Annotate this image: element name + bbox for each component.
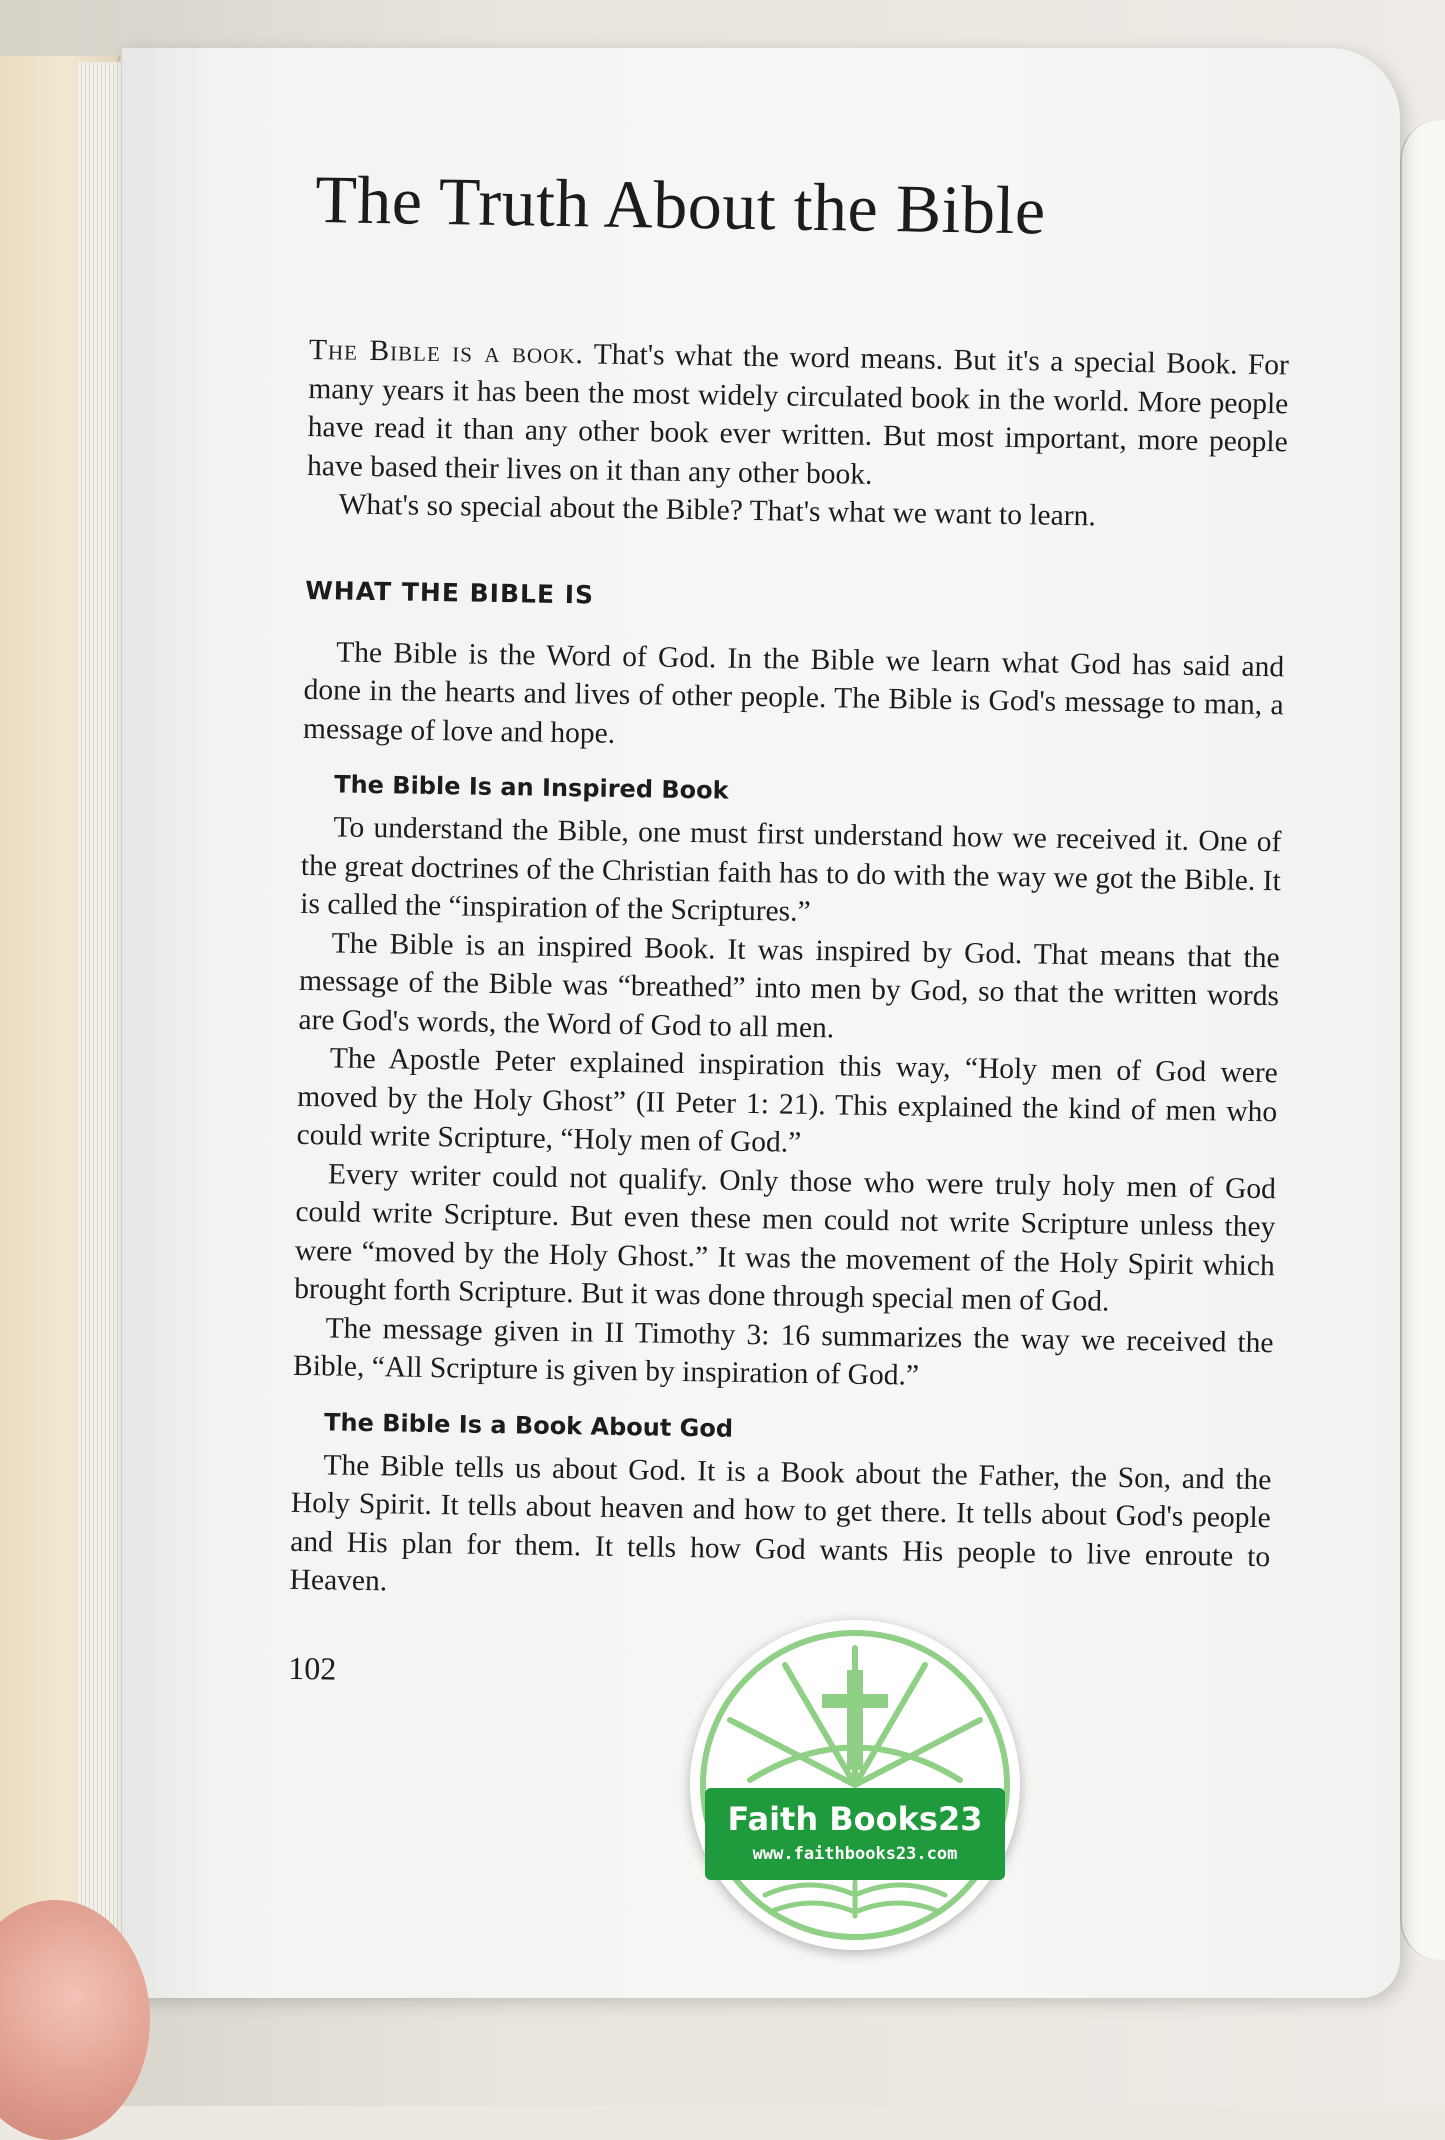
page-number: 102 <box>288 1649 337 1687</box>
section-paragraph: The Bible is the Word of God. In the Bible we learn what God has said and done in the hearts and lives of other people. The Bible is God's message to man, a message of love and hope. <box>302 635 1285 750</box>
subheading-about-god: The Bible Is a Book About God <box>323 1407 734 1443</box>
cross-sunburst-book-logo-icon <box>690 1620 1020 1950</box>
facing-page-edge <box>1400 120 1445 1960</box>
intro-paragraph <box>307 331 1289 500</box>
page-title: The Truth About the Bible <box>314 161 1047 249</box>
intro-paragraph-2: What's so special about the Bible? That's what we want to learn. <box>338 488 1096 533</box>
paragraph: The Apostle Peter explained inspiration this way, “Holy men of God were moved by the Holy Ghost” (II Peter 1: 21). This explained the kind of men who could write Scripture, “Holy men of God.” <box>296 1042 1279 1159</box>
sticker-url: www.faithbooks23.com <box>752 1844 958 1864</box>
sticker-banner <box>705 1788 1005 1880</box>
paragraph: The Bible tells us about God. It is a Book about the Father, the Son, and the Holy Spirit. It tells about heaven and how to get there. It tells about God's people and His plan for them. It tells how God wants His people to live enroute to Heaven. <box>289 1448 1272 1598</box>
paragraph: The message given in II Timothy 3: 16 summarizes the way we received the Bible, “All Scripture is given by inspiration of God.” <box>292 1311 1274 1392</box>
paragraph: To understand the Bible, one must first understand how we received it. One of the great doctrines of the Christian faith has to do with the way we got the Bible. It is called the “inspiration of the Scriptures.” <box>300 811 1282 928</box>
sticker-brand-name: Faith Books23 <box>727 1800 983 1838</box>
subheading-inspired: The Bible Is an Inspired Book <box>333 770 729 805</box>
paragraph: Every writer could not qualify. Only those who were truly holy men of God could write Scripture. But even these men could not write Scripture unless they were “moved by the Holy Ghost.” It was the movement of the Holy Spirit which brought forth Scripture. But it was done through special men of God. <box>294 1157 1277 1318</box>
page-content <box>288 160 1292 1702</box>
intro-rest: That's what the word means. But it's a special Book. For many years it has been the most widely circulated book in the world. More people have read it than any other book ever written. But most important, more people have based their lives on it than any other book. <box>306 338 1290 491</box>
intro-lead: The Bible is a book. <box>308 333 585 371</box>
faithbooks-sticker <box>690 1620 1020 1950</box>
paragraph: The Bible is an inspired Book. It was inspired by God. That means that the message of the Bible was “breathed” into men by God, so that the written words are God's words, the Word of God to all men. <box>298 926 1280 1044</box>
section-heading: WHAT THE BIBLE IS <box>305 575 595 609</box>
